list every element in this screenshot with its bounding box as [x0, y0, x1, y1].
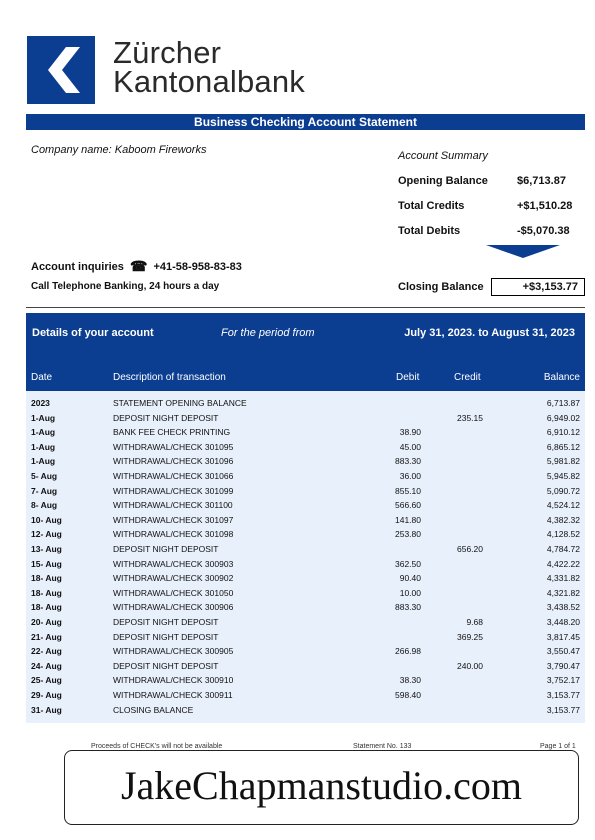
- cell-debit: 90.40: [399, 573, 421, 584]
- cell-description: DEPOSIT NIGHT DEPOSIT: [113, 544, 219, 554]
- cell-balance: 4,784.72: [546, 544, 580, 554]
- cell-description: WITHDRAWAL/CHECK 300902: [113, 573, 234, 584]
- table-row: [26, 630, 585, 645]
- details-title: Details of your account: [32, 327, 154, 339]
- cell-date: 2023: [31, 398, 50, 408]
- cell-description: DEPOSIT NIGHT DEPOSIT: [113, 660, 219, 671]
- cell-description: WITHDRAWAL/CHECK 301095: [113, 441, 234, 452]
- cell-date: 1-Aug: [31, 441, 56, 452]
- phone-number[interactable]: +41-58-958-83-83: [153, 261, 242, 273]
- bank-logo-icon: [27, 36, 95, 104]
- column-header-description: Description of transaction: [113, 372, 226, 383]
- cell-balance: 4,321.82: [546, 587, 580, 598]
- cell-balance: 3,752.17: [546, 675, 580, 686]
- table-row: [26, 659, 585, 674]
- cell-debit: 10.00: [399, 587, 421, 598]
- bank-name: [113, 35, 306, 99]
- cell-description: DEPOSIT NIGHT DEPOSIT: [113, 412, 219, 423]
- cell-date: 20- Aug: [31, 617, 62, 627]
- cell-debit: 883.30: [395, 602, 421, 613]
- table-row: [26, 513, 585, 528]
- cell-date: 18- Aug: [31, 573, 62, 584]
- cell-description: WITHDRAWAL/CHECK 301099: [113, 485, 234, 496]
- table-row: [26, 557, 585, 572]
- column-header-debit: Debit: [396, 372, 420, 383]
- cell-date: 5- Aug: [31, 471, 58, 481]
- cell-date: 1-Aug: [31, 427, 56, 438]
- total-credits-value: +$1,510.28: [517, 200, 573, 212]
- cell-description: WITHDRAWAL/CHECK 300905: [113, 646, 234, 657]
- cell-balance: 4,524.12: [546, 500, 580, 511]
- bank-name-line2: Kantonalbank: [113, 64, 306, 99]
- cell-date: 12- Aug: [31, 529, 62, 540]
- cell-date: 10- Aug: [31, 514, 62, 525]
- telephone-icon: ☎: [129, 258, 148, 274]
- column-header-credit: Credit: [454, 372, 481, 383]
- cell-balance: 5,090.72: [546, 485, 580, 496]
- cell-balance: 3,550.47: [546, 646, 580, 657]
- inquiries-label: Account inquiries: [31, 261, 124, 273]
- cell-debit: 36.00: [399, 471, 421, 481]
- cell-credit: 240.00: [457, 660, 483, 671]
- table-row: [26, 425, 585, 440]
- details-header: [26, 313, 585, 391]
- table-row: [26, 440, 585, 455]
- table-row: [26, 542, 585, 557]
- column-header-balance: Balance: [543, 372, 580, 383]
- cell-date: 1-Aug: [31, 412, 56, 423]
- cell-description: CLOSING BALANCE: [113, 704, 194, 715]
- cell-description: WITHDRAWAL/CHECK 301097: [113, 514, 234, 525]
- cell-balance: 5,945.82: [546, 471, 580, 481]
- cell-description: BANK FEE CHECK PRINTING: [113, 427, 231, 438]
- table-row: [26, 586, 585, 601]
- cell-date: 25- Aug: [31, 675, 62, 686]
- cell-date: 29- Aug: [31, 690, 62, 700]
- cell-balance: 3,790.47: [546, 660, 580, 671]
- cell-description: WITHDRAWAL/CHECK 300906: [113, 602, 234, 613]
- table-row: [26, 411, 585, 426]
- transactions-table: [26, 391, 585, 723]
- company-name: Company name: Kaboom Fireworks: [31, 144, 207, 156]
- cell-date: 15- Aug: [31, 558, 62, 569]
- total-debits-label: Total Debits: [398, 225, 461, 237]
- cell-debit: 45.00: [399, 441, 421, 452]
- cell-description: WITHDRAWAL/CHECK 301066: [113, 471, 234, 481]
- footer-note: Proceeds of CHECK's will not be available: [91, 743, 223, 750]
- cell-debit: 566.60: [395, 500, 421, 511]
- cell-balance: 6,865.12: [546, 441, 580, 452]
- cell-balance: 6,910.12: [546, 427, 580, 438]
- cell-date: 8- Aug: [31, 500, 58, 511]
- table-row: [26, 469, 585, 484]
- table-row: [26, 703, 585, 718]
- table-row: [26, 484, 585, 499]
- cell-balance: 4,422.22: [546, 558, 580, 569]
- cell-debit: 38.30: [399, 675, 421, 686]
- statement-title: Business Checking Account Statement: [26, 114, 585, 130]
- cell-date: 7- Aug: [31, 485, 58, 496]
- cell-credit: 235.15: [457, 412, 483, 423]
- cell-description: STATEMENT OPENING BALANCE: [113, 398, 247, 408]
- cell-date: 1-Aug: [31, 456, 56, 467]
- cell-description: WITHDRAWAL/CHECK 300911: [113, 690, 233, 700]
- closing-balance-label: Closing Balance: [398, 281, 484, 293]
- cell-balance: 3,817.45: [546, 631, 580, 642]
- cell-balance: 5,981.82: [546, 456, 580, 467]
- cell-description: DEPOSIT NIGHT DEPOSIT: [113, 631, 219, 642]
- cell-balance: 4,128.52: [546, 529, 580, 540]
- cell-debit: 598.40: [395, 690, 421, 700]
- table-row: [26, 644, 585, 659]
- cell-balance: 3,438.52: [546, 602, 580, 613]
- table-row: [26, 527, 585, 542]
- account-summary-title: Account Summary: [398, 150, 488, 162]
- cell-debit: 362.50: [395, 558, 421, 569]
- cell-credit: 369.25: [457, 631, 483, 642]
- cell-description: WITHDRAWAL/CHECK 300910: [113, 675, 234, 686]
- logo-chevron-icon: [30, 39, 92, 101]
- cell-balance: 4,331.82: [546, 573, 580, 584]
- total-debits-value: -$5,070.38: [517, 225, 570, 237]
- opening-balance-label: Opening Balance: [398, 175, 488, 187]
- cell-date: 31- Aug: [31, 704, 62, 715]
- cell-balance: 4,382.32: [546, 514, 580, 525]
- cell-credit: 9.68: [466, 617, 483, 627]
- table-row: [26, 688, 585, 703]
- cell-balance: 6,949.02: [546, 412, 580, 423]
- account-inquiries: [31, 258, 242, 275]
- cell-debit: 883.30: [395, 456, 421, 467]
- cell-date: 18- Aug: [31, 602, 62, 613]
- table-row: [26, 396, 585, 411]
- cell-balance: 6,713.87: [546, 398, 580, 408]
- cell-debit: 266.98: [395, 646, 421, 657]
- table-row: [26, 615, 585, 630]
- cell-date: 13- Aug: [31, 544, 62, 554]
- cell-balance: 3,153.77: [546, 690, 580, 700]
- period-dates: July 31, 2023. to August 31, 2023: [404, 327, 575, 339]
- cell-description: WITHDRAWAL/CHECK 301100: [113, 500, 233, 511]
- cell-description: DEPOSIT NIGHT DEPOSIT: [113, 617, 219, 627]
- cell-description: WITHDRAWAL/CHECK 300903: [113, 558, 234, 569]
- cell-balance: 3,153.77: [546, 704, 580, 715]
- cell-date: 18- Aug: [31, 587, 62, 598]
- total-credits-label: Total Credits: [398, 200, 465, 212]
- column-header-date: Date: [31, 372, 53, 383]
- cell-debit: 38.90: [399, 427, 421, 438]
- telephone-banking-note: Call Telephone Banking, 24 hours a day: [31, 281, 220, 292]
- watermark-banner: JakeChapmanstudio.com: [64, 750, 579, 825]
- table-row: [26, 498, 585, 513]
- cell-date: 24- Aug: [31, 660, 62, 671]
- cell-description: WITHDRAWAL/CHECK 301050: [113, 587, 234, 598]
- closing-balance-value: +$3,153.77: [491, 278, 585, 296]
- table-row: [26, 673, 585, 688]
- cell-date: 22- Aug: [31, 646, 62, 657]
- cell-description: WITHDRAWAL/CHECK 301098: [113, 529, 234, 540]
- statement-number: Statement No. 133: [353, 743, 412, 750]
- page-number: Page 1 of 1: [540, 743, 576, 750]
- period-label: For the period from: [221, 327, 315, 339]
- table-row: [26, 454, 585, 469]
- cell-debit: 141.80: [395, 514, 421, 525]
- table-row: [26, 600, 585, 615]
- bank-name-line1: Zürcher: [113, 35, 222, 70]
- cell-balance: 3,448.20: [546, 617, 580, 627]
- cell-debit: 855.10: [395, 485, 421, 496]
- table-row: [26, 571, 585, 586]
- opening-balance-value: $6,713.87: [517, 175, 566, 187]
- cell-credit: 656.20: [457, 544, 483, 554]
- divider: [26, 307, 585, 308]
- cell-description: WITHDRAWAL/CHECK 301096: [113, 456, 234, 467]
- arrow-down-icon: [486, 245, 560, 258]
- cell-date: 21- Aug: [31, 631, 62, 642]
- cell-debit: 253.80: [395, 529, 421, 540]
